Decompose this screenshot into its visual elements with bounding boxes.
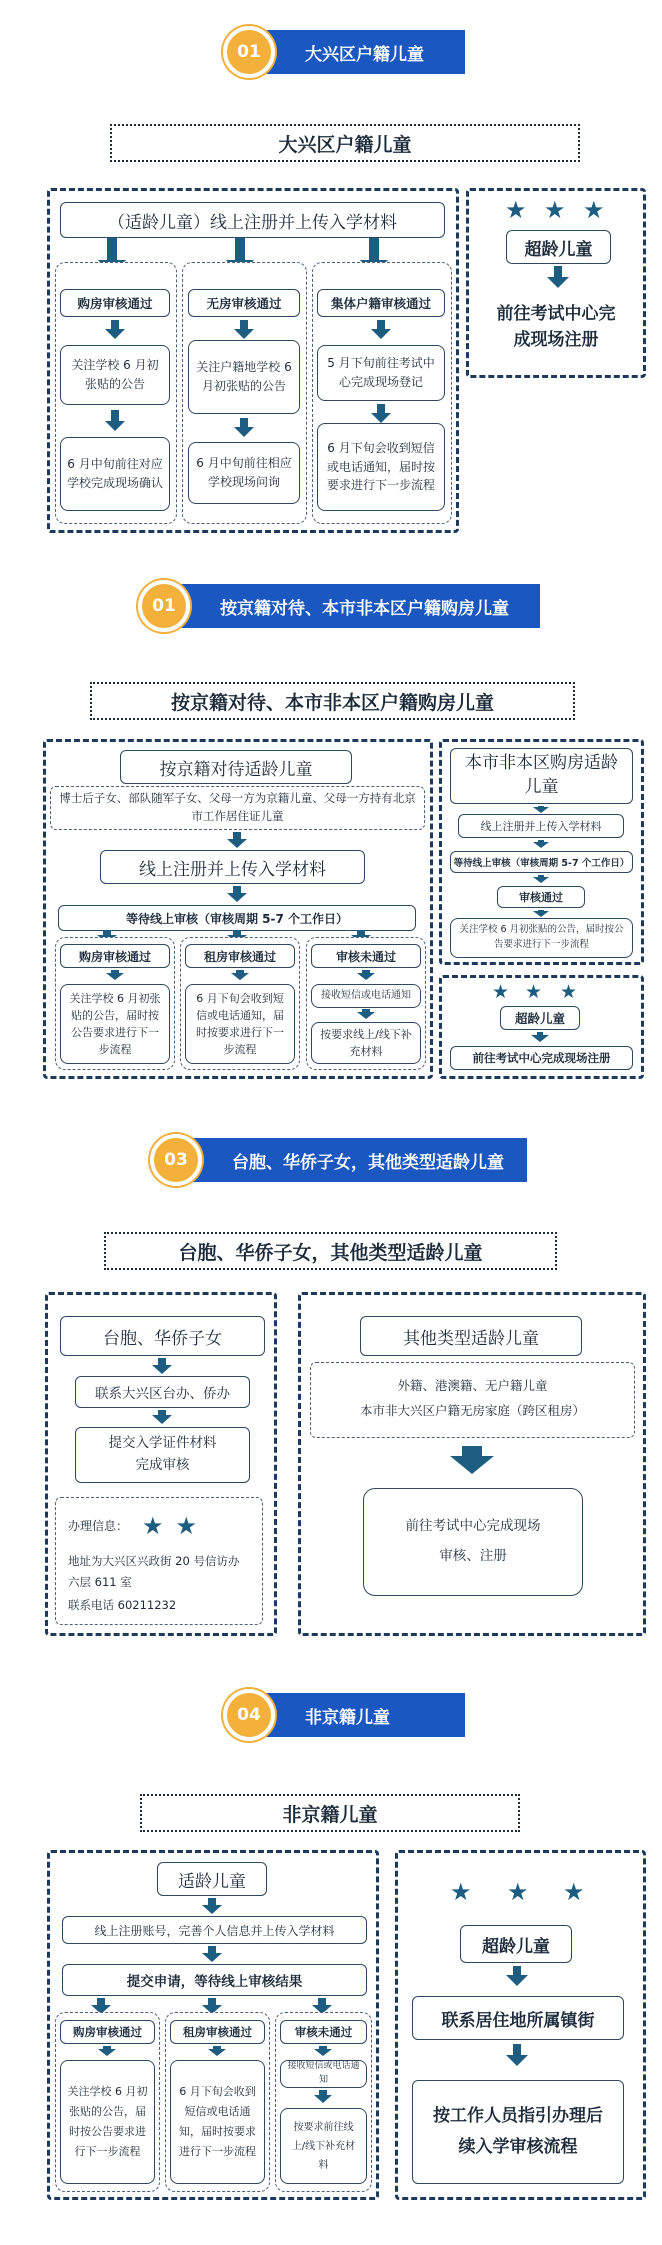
collective-approved-label: 集体户籍审核通过 bbox=[317, 289, 445, 317]
star-icon: ★ bbox=[507, 1878, 529, 1906]
section-header-4 bbox=[235, 1693, 465, 1737]
rejected-step-1: 接收短信或电话通知 bbox=[280, 2060, 367, 2088]
over-age-action: 前往考试中心完成现场注册 bbox=[480, 292, 632, 362]
purchase-step-2: 6 月中旬前往对应学校完成现场确认 bbox=[60, 437, 170, 511]
over-age-label: 超龄儿童 bbox=[506, 230, 611, 264]
section-title: 大兴区户籍儿童 bbox=[110, 124, 580, 162]
no-house-step-2: 6 月中旬前往相应学校现场问询 bbox=[188, 442, 300, 504]
purchase-step-1: 关注学校 6 月初张贴的公告，届时按公告要求进行下一步流程 bbox=[60, 984, 170, 1064]
submit-wait-box: 提交申请，等待线上审核结果 bbox=[62, 1964, 367, 1996]
contact-phone: 联系电话 60211232 bbox=[68, 1597, 177, 1612]
purchase-approved-label: 购房审核通过 bbox=[60, 944, 170, 968]
section-header-3 bbox=[162, 1138, 527, 1182]
contact-info-label: 办理信息： bbox=[68, 1519, 129, 1534]
submit-documents-box: 提交入学证件材料完成审核 bbox=[75, 1427, 250, 1483]
purchase-step-1: 关注学校 6 月初张贴的公告，届时按公告要求进行下一步流程 bbox=[60, 2060, 155, 2184]
star-icon: ★ bbox=[560, 981, 578, 1003]
other-types-note-line-1: 外籍、港澳籍、无户籍儿童 bbox=[397, 1378, 548, 1393]
beijing-treated-title: 按京籍对待适龄儿童 bbox=[120, 750, 352, 784]
rent-approved-label: 租房审核通过 bbox=[170, 2020, 265, 2044]
non-district-register: 线上注册并上传入学材料 bbox=[458, 814, 624, 838]
contact-address: 地址为大兴区兴政街 20 号信访办六层 611 室 bbox=[68, 1554, 240, 1589]
star-icon: ★ bbox=[583, 196, 605, 224]
section-header-label: 大兴区户籍儿童 bbox=[305, 44, 424, 65]
collective-step-2: 6 月下旬会收到短信或电话通知，届时按要求进行下一步流程 bbox=[317, 423, 445, 511]
rent-approved-label: 租房审核通过 bbox=[185, 944, 295, 968]
star-icon: ★ bbox=[563, 1878, 585, 1906]
section-number-badge: 01 bbox=[223, 26, 275, 78]
over-age-action: 前往考试中心完成现场注册 bbox=[450, 1046, 633, 1070]
purchase-approved-label: 购房审核通过 bbox=[60, 289, 170, 317]
star-icon: ★ bbox=[175, 1512, 198, 1540]
section-number-badge: 01 bbox=[138, 580, 190, 632]
purchase-step-1: 关注学校 6 月初张贴的公告 bbox=[60, 345, 170, 405]
non-district-wait: 等待线上审核（审核周期 5-7 个工作日） bbox=[450, 851, 633, 873]
section-title: 台胞、华侨子女，其他类型适龄儿童 bbox=[104, 1232, 557, 1270]
star-icon: ★ bbox=[544, 196, 566, 224]
eligible-title: 适龄儿童 bbox=[157, 1862, 267, 1896]
non-district-notice: 关注学校 6 月初张贴的公告，届时按公告要求进行下一步流程 bbox=[450, 918, 633, 958]
rejected-step-1: 接收短信或电话通知 bbox=[311, 984, 421, 1008]
section-header-1 bbox=[235, 30, 465, 74]
rejected-label: 审核未通过 bbox=[311, 944, 421, 968]
eligible-register-box: （适龄儿童）线上注册并上传入学材料 bbox=[60, 202, 445, 238]
section-header-label: 台胞、华侨子女，其他类型适龄儿童 bbox=[232, 1152, 504, 1173]
star-icon: ★ bbox=[450, 1878, 472, 1906]
beijing-treated-note: 博士后子女、部队随军子女、父母一方为京籍儿童、父母一方持有北京市工作居住证儿童 bbox=[50, 786, 425, 830]
wait-review-box: 等待线上审核（审核周期 5-7 个工作日） bbox=[58, 905, 416, 931]
purchase-approved-label: 购房审核通过 bbox=[60, 2020, 155, 2044]
other-types-note bbox=[310, 1362, 635, 1438]
section-header-label: 非京籍儿童 bbox=[305, 1707, 390, 1728]
collective-step-1: 5 月下旬前往考试中心完成现场登记 bbox=[317, 345, 445, 401]
star-icon: ★ bbox=[525, 981, 543, 1003]
contact-office-box: 联系大兴区台办、侨办 bbox=[75, 1376, 250, 1408]
over-age-label: 超龄儿童 bbox=[500, 1006, 580, 1030]
rejected-step-2: 按要求线上/线下补充材料 bbox=[311, 1022, 421, 1064]
non-district-title: 本市非本区购房适龄儿童 bbox=[450, 748, 633, 804]
online-register-box: 线上注册并上传入学材料 bbox=[100, 850, 365, 884]
rejected-label: 审核未通过 bbox=[280, 2020, 367, 2044]
online-register-box: 线上注册账号，完善个人信息并上传入学材料 bbox=[62, 1916, 367, 1944]
contact-town-box: 联系居住地所属镇街 bbox=[412, 1996, 624, 2040]
non-district-approved: 审核通过 bbox=[497, 886, 585, 908]
contact-info-box bbox=[55, 1497, 263, 1625]
section-title: 按京籍对待、本市非本区户籍购房儿童 bbox=[90, 682, 575, 720]
rent-step-1: 6 月下旬会收到短信或电话通知，届时按要求进行下一步流程 bbox=[185, 984, 295, 1064]
star-icon: ★ bbox=[492, 981, 510, 1003]
no-house-step-1: 关注户籍地学校 6 月初张贴的公告 bbox=[188, 340, 300, 414]
over-age-label: 超龄儿童 bbox=[460, 1925, 572, 1963]
other-types-result: 前往考试中心完成现场审核、注册 bbox=[363, 1488, 583, 1596]
follow-guide-box: 按工作人员指引办理后续入学审核流程 bbox=[412, 2080, 624, 2184]
star-icon: ★ bbox=[142, 1512, 164, 1540]
section-header-label: 按京籍对待、本市非本区户籍购房儿童 bbox=[220, 598, 509, 619]
section-title: 非京籍儿童 bbox=[140, 1794, 520, 1832]
section-number-badge: 04 bbox=[223, 1689, 275, 1741]
other-types-title: 其他类型适龄儿童 bbox=[360, 1316, 582, 1356]
rejected-step-2: 按要求前往线上/线下补充材料 bbox=[280, 2108, 367, 2184]
taiwan-overseas-title: 台胞、华侨子女 bbox=[60, 1316, 265, 1356]
section-header-2 bbox=[150, 584, 540, 628]
star-icon: ★ bbox=[505, 196, 527, 224]
rent-step-1: 6 月下旬会收到短信或电话通知，届时按要求进行下一步流程 bbox=[170, 2060, 265, 2184]
section-number-badge: 03 bbox=[150, 1134, 202, 1186]
other-types-note-line-2: 本市非大兴区户籍无房家庭（跨区租房） bbox=[359, 1403, 585, 1418]
no-house-approved-label: 无房审核通过 bbox=[188, 289, 300, 317]
